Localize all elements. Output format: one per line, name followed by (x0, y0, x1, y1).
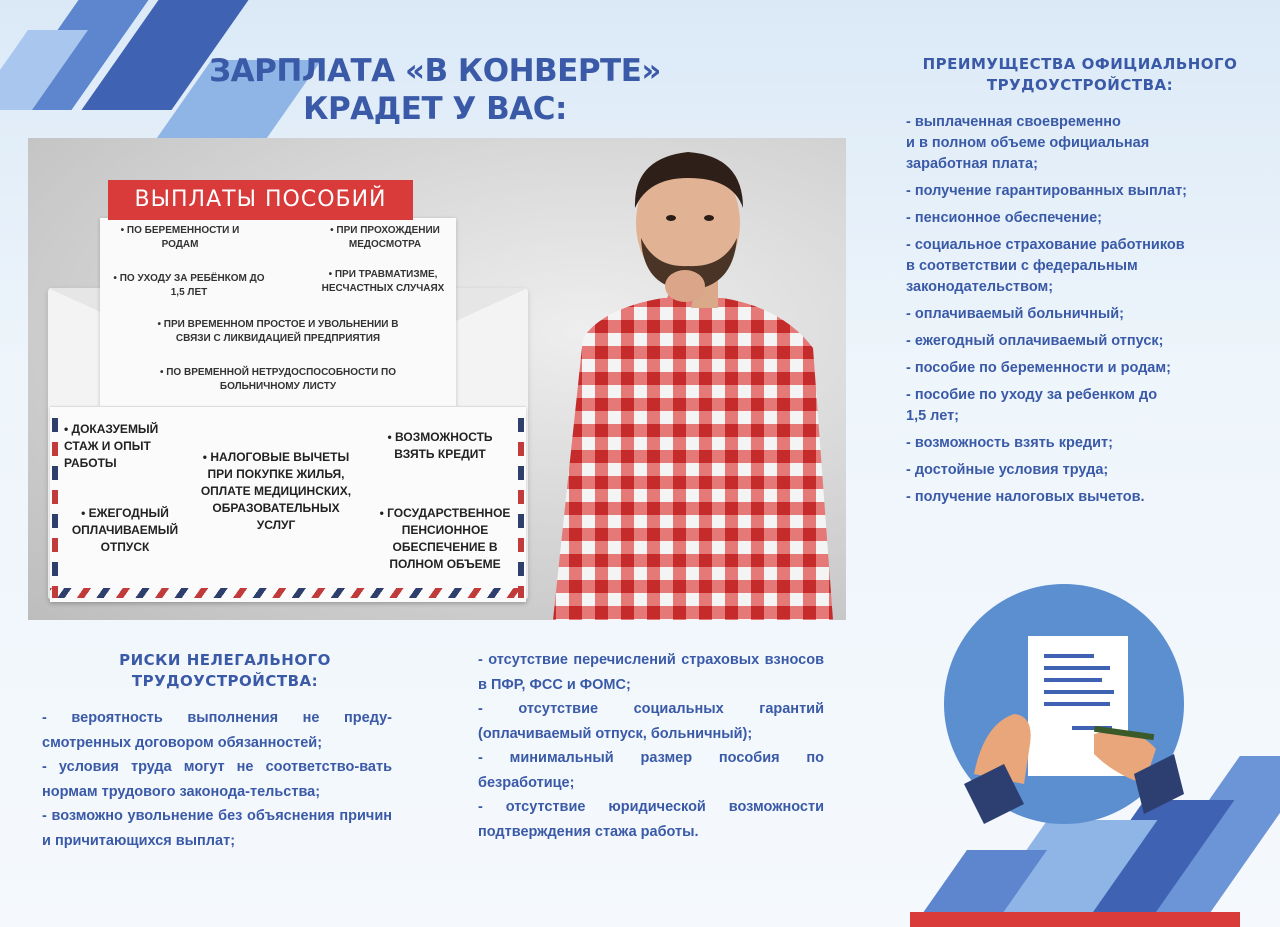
risk-item: - условия труда могут не соответство-вать нормам трудового законода-тельства; (42, 759, 392, 800)
airmail-border (52, 408, 58, 598)
letter-item: • ПО УХОДУ ЗА РЕБЁНКОМ ДО 1,5 ЛЕТ (113, 273, 265, 298)
airmail-border (50, 588, 526, 598)
risk-item: - возможно увольнение без объяснения причин и причитающихся выплат; (42, 808, 392, 849)
risk-item: - вероятность выполнения не преду-смотренных договором обязанностей; (42, 710, 392, 751)
risk-item: - отсутствие социальных гарантий (оплачиваемый отпуск, больничный); (478, 701, 824, 742)
envelope-front (50, 406, 526, 602)
advantage-item: - возможность взять кредит; (906, 435, 1113, 451)
advantage-item: - социальное страхование работников в соответствии с федеральным законодательством; (906, 237, 1185, 295)
envelope-item: • НАЛОГОВЫЕ ВЫЧЕТЫ ПРИ ПОКУПКЕ ЖИЛЬЯ, ОПЛАТЕ МЕДИЦИНСКИХ, ОБРАЗОВАТЕЛЬНЫХ УСЛУГ (200, 450, 352, 532)
advantage-item: - пенсионное обеспечение; (906, 210, 1102, 226)
advantage-item: - пособие по уходу за ребенком до 1,5 лет; (906, 387, 1158, 424)
risks-column-2 (478, 648, 824, 844)
advantage-item: - достойные условия труда; (906, 462, 1109, 478)
advantage-item: - получение гарантированных выплат; (906, 183, 1187, 199)
photo-block (28, 138, 846, 620)
letter-item: • ПРИ ВРЕМЕННОМ ПРОСТОЕ И УВОЛЬНЕНИИ В СВЯЗИ С ЛИКВИДАЦИЕЙ ПРЕДПРИЯТИЯ (157, 319, 399, 344)
advantage-item: - пособие по беременности и родам; (906, 360, 1171, 376)
risk-item: - минимальный размер пособия по безработице; (478, 750, 824, 791)
thinking-man-image (543, 138, 843, 620)
advantage-item: - оплачиваемый больничный; (906, 306, 1124, 322)
airmail-border (518, 408, 524, 598)
contract-signing-illustration (944, 584, 1184, 824)
advantage-item: - выплаченная своевременно и в полном объеме официальная заработная плата; (906, 114, 1150, 172)
letter-sheet (100, 218, 456, 413)
letter-item: • ПРИ ПРОХОЖДЕНИИ МЕДОСМОТРА (330, 225, 440, 250)
advantage-item: - получение налоговых вычетов. (906, 489, 1145, 505)
risk-item: - отсутствие юридической возможности подтверждения стажа работы. (478, 799, 824, 840)
envelope-item: • ДОКАЗУЕМЫЙ СТАЖ И ОПЫТ РАБОТЫ (64, 422, 159, 470)
letter-item: • ПО ВРЕМЕННОЙ НЕТРУДОСПОСОБНОСТИ ПО БОЛЬНИЧНОМУ ЛИСТУ (159, 367, 397, 392)
risks-heading: РИСКИ НЕЛЕГАЛЬНОГО ТРУДОУСТРОЙСТВА: (119, 651, 331, 690)
risks-column-1 (42, 706, 392, 853)
advantages-list (906, 112, 1256, 514)
benefits-label: ВЫПЛАТЫ ПОСОБИЙ (108, 180, 413, 220)
envelope-item: • ВОЗМОЖНОСТЬ ВЗЯТЬ КРЕДИТ (387, 430, 493, 461)
advantage-item: - ежегодный оплачиваемый отпуск; (906, 333, 1164, 349)
envelope-item: • ГОСУДАРСТВЕННОЕ ПЕНСИОННОЕ ОБЕСПЕЧЕНИЕ В ПОЛНОМ ОБЪЕМЕ (379, 506, 511, 571)
decor-red-bar (910, 912, 1240, 927)
page-title (200, 52, 670, 128)
contract-icon (944, 584, 1184, 824)
title-line-2: КРАДЕТ У ВАС: (303, 91, 567, 127)
advantages-heading: ПРЕИМУЩЕСТВА ОФИЦИАЛЬНОГО ТРУДОУСТРОЙСТВА: (922, 55, 1238, 94)
envelope-item: • ЕЖЕГОДНЫЙ ОПЛАЧИВАЕМЫЙ ОТПУСК (71, 506, 179, 554)
letter-item: • ПРИ ТРАВМАТИЗМЕ, НЕСЧАСТНЫХ СЛУЧАЯХ (321, 269, 445, 294)
letter-item: • ПО БЕРЕМЕННОСТИ И РОДАМ (120, 225, 240, 250)
title-line-1: ЗАРПЛАТА «В КОНВЕРТЕ» (209, 53, 661, 89)
risk-item: - отсутствие перечислений страховых взносов в ПФР, ФСС и ФОМС; (478, 652, 824, 693)
